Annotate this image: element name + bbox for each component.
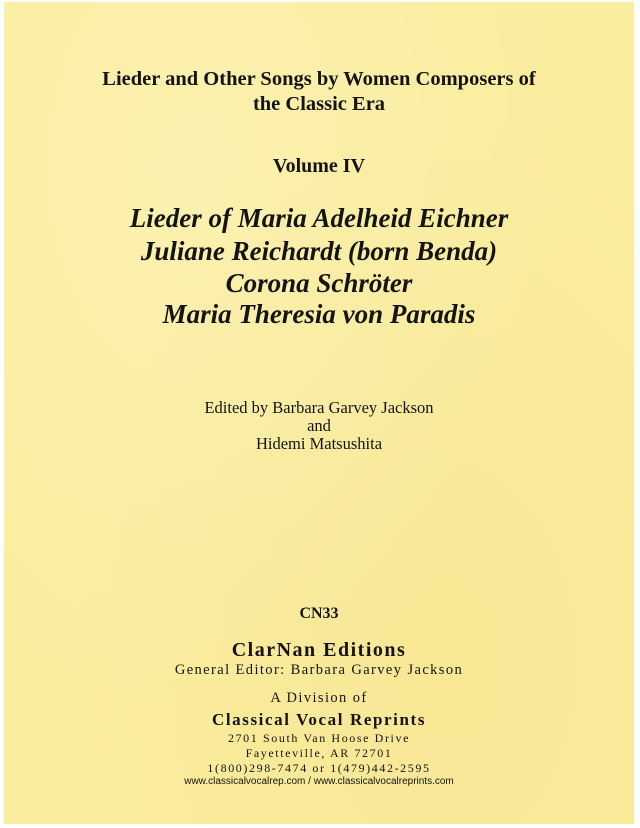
- volume-number: Volume IV: [272, 155, 366, 177]
- general-editor: General Editor: Barbara Garvey Jackson: [174, 662, 464, 678]
- composer-line-1: Lieder of Maria Adelheid Eichner: [129, 203, 509, 233]
- composer-line-4: Maria Theresia von Paradis: [162, 299, 476, 329]
- publisher-name: ClarNan Editions: [231, 639, 407, 661]
- editor-credit-line-2: and: [307, 416, 331, 435]
- parent-publisher-name: Classical Vocal Reprints: [211, 710, 427, 729]
- series-title-line-2: the Classic Era: [252, 93, 386, 115]
- city-address: Fayetteville, AR 72701: [245, 746, 393, 760]
- composer-line-2: Juliane Reichardt (born Benda): [140, 236, 498, 266]
- street-address: 2701 South Van Hoose Drive: [227, 731, 411, 745]
- editor-credit-line-3: Hidemi Matsushita: [255, 434, 383, 453]
- website-urls: www.classicalvocalrep.com / www.classicalvocalreprints.com: [184, 776, 454, 787]
- series-title-line-1: Lieder and Other Songs by Women Composers of: [102, 68, 536, 90]
- score-cover: [4, 2, 634, 824]
- composer-line-3: Corona Schröter: [225, 268, 413, 298]
- phone-numbers: 1(800)298-7474 or 1(479)442-2595: [207, 761, 431, 775]
- division-of-label: A Division of: [270, 690, 368, 706]
- editor-credit-line-1: Edited by Barbara Garvey Jackson: [204, 398, 434, 417]
- catalog-number: CN33: [299, 605, 339, 622]
